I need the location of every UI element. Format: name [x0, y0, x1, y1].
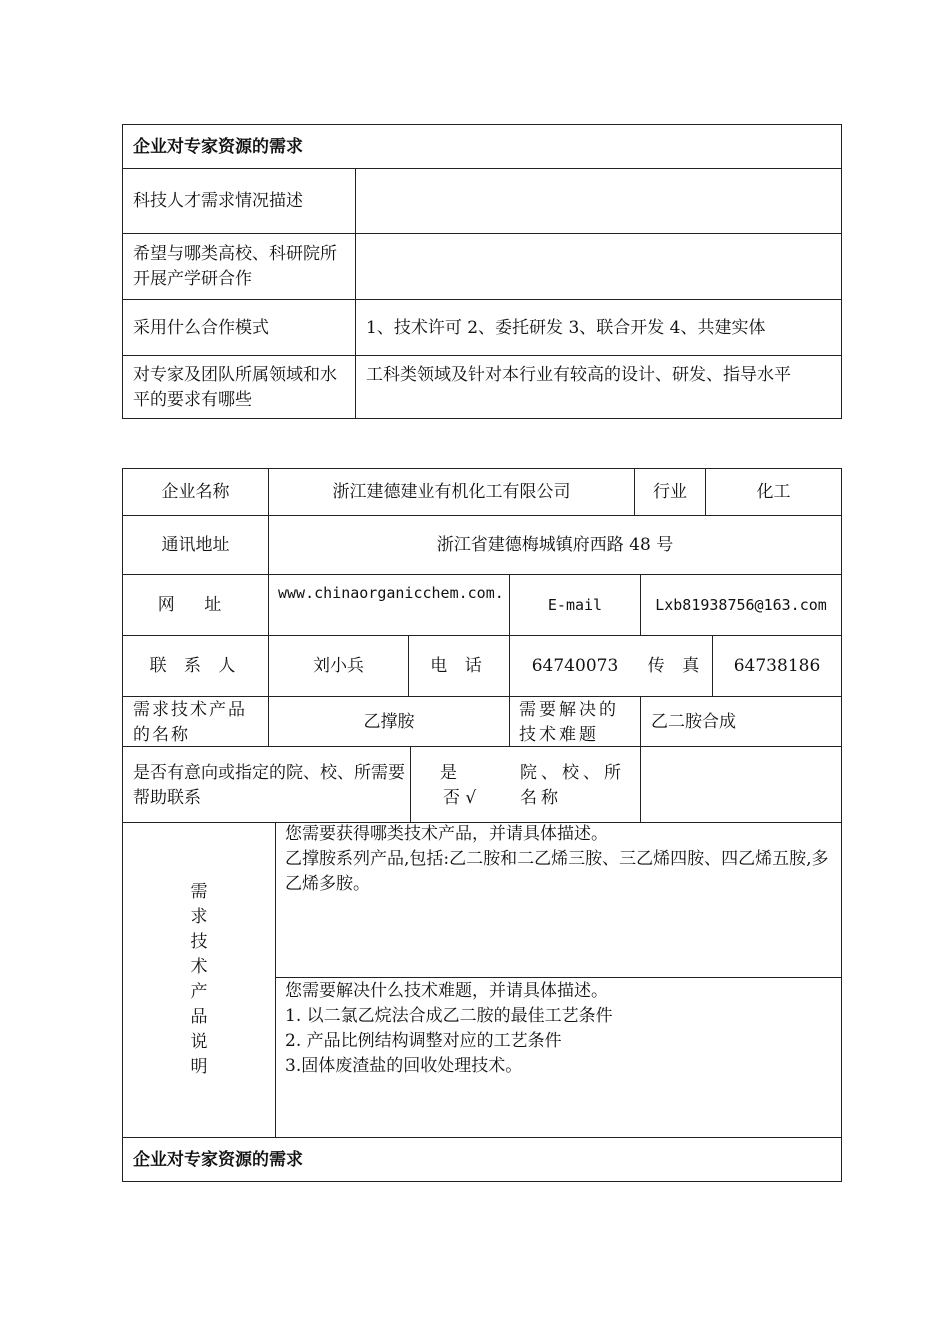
difficulty-item: 2. 产品比例结构调整对应的工艺条件 [285, 1031, 562, 1051]
company-name-label: 企业名称 [161, 482, 230, 502]
table1-header: 企业对专家资源的需求 [133, 137, 303, 157]
product-description-section-label: 需求技术产品说明 [190, 882, 208, 1077]
expert-requirement-value: 工科类领域及针对本行业有较高的设计、研发、指导水平 [366, 365, 791, 385]
table2-footer-header: 企业对专家资源的需求 [133, 1150, 303, 1170]
website-label: 网 址 [157, 595, 234, 615]
cooperation-institution-label: 希望与哪类高校、科研院所开展产学研合作 [133, 244, 337, 289]
address-label: 通讯地址 [161, 535, 230, 555]
email-value: Lxb81938756@163.com [655, 596, 827, 614]
contact-value: 刘小兵 [313, 656, 364, 676]
fax-label: 传 真 [647, 656, 706, 676]
address-value: 浙江省建德梅城镇府西路 48 号 [436, 535, 674, 555]
institution-question: 是否有意向或指定的院、校、所需要帮助联系 [133, 763, 405, 808]
company-name-value: 浙江建德建业有机化工有限公司 [332, 482, 571, 502]
checkmark-icon: √ [465, 788, 477, 808]
cooperation-mode-label: 采用什么合作模式 [133, 318, 269, 338]
contact-label: 联 系 人 [149, 656, 242, 676]
expert-requirement-label: 对专家及团队所属领域和水平的要求有哪些 [133, 365, 337, 410]
tech-difficulty-label: 需要解决的技术难题 [519, 700, 619, 745]
product-desc-text: 乙撑胺系列产品,包括:乙二胺和二乙烯三胺、三乙烯四胺、四乙烯五胺,多乙烯多胺。 [285, 849, 829, 894]
institution-name-label: 院、校、所名称 [520, 763, 625, 808]
fax-value: 64738186 [733, 656, 821, 676]
email-label: E-mail [547, 596, 603, 614]
difficulty-item: 1. 以二氯乙烷法合成乙二胺的最佳工艺条件 [285, 1006, 613, 1026]
talent-demand-label: 科技人才需求情况描述 [133, 191, 303, 211]
product-name-label: 需求技术产品的名称 [133, 700, 247, 745]
industry-label: 行业 [653, 482, 687, 502]
product-desc-prompt: 您需要获得哪类技术产品，并请具体描述。 [285, 824, 608, 844]
no-option [443, 786, 476, 811]
industry-value: 化工 [756, 482, 791, 502]
product-name-value: 乙撑胺 [363, 712, 415, 732]
phone-value: 64740073 [531, 656, 619, 676]
phone-label: 电 话 [430, 656, 488, 676]
no-option-label: 否 [443, 788, 460, 808]
tech-difficulty-value: 乙二胺合成 [651, 712, 736, 732]
difficulty-item: 3.固体废渣盐的回收处理技术。 [285, 1056, 523, 1076]
cooperation-mode-value: 1、技术许可 2、委托研发 3、联合开发 4、共建实体 [366, 318, 766, 338]
difficulty-prompt: 您需要解决什么技术难题，并请具体描述。 [285, 981, 608, 1001]
yes-option: 是 [440, 763, 457, 783]
website-value: www.chinaorganicchem.com. [278, 584, 504, 602]
